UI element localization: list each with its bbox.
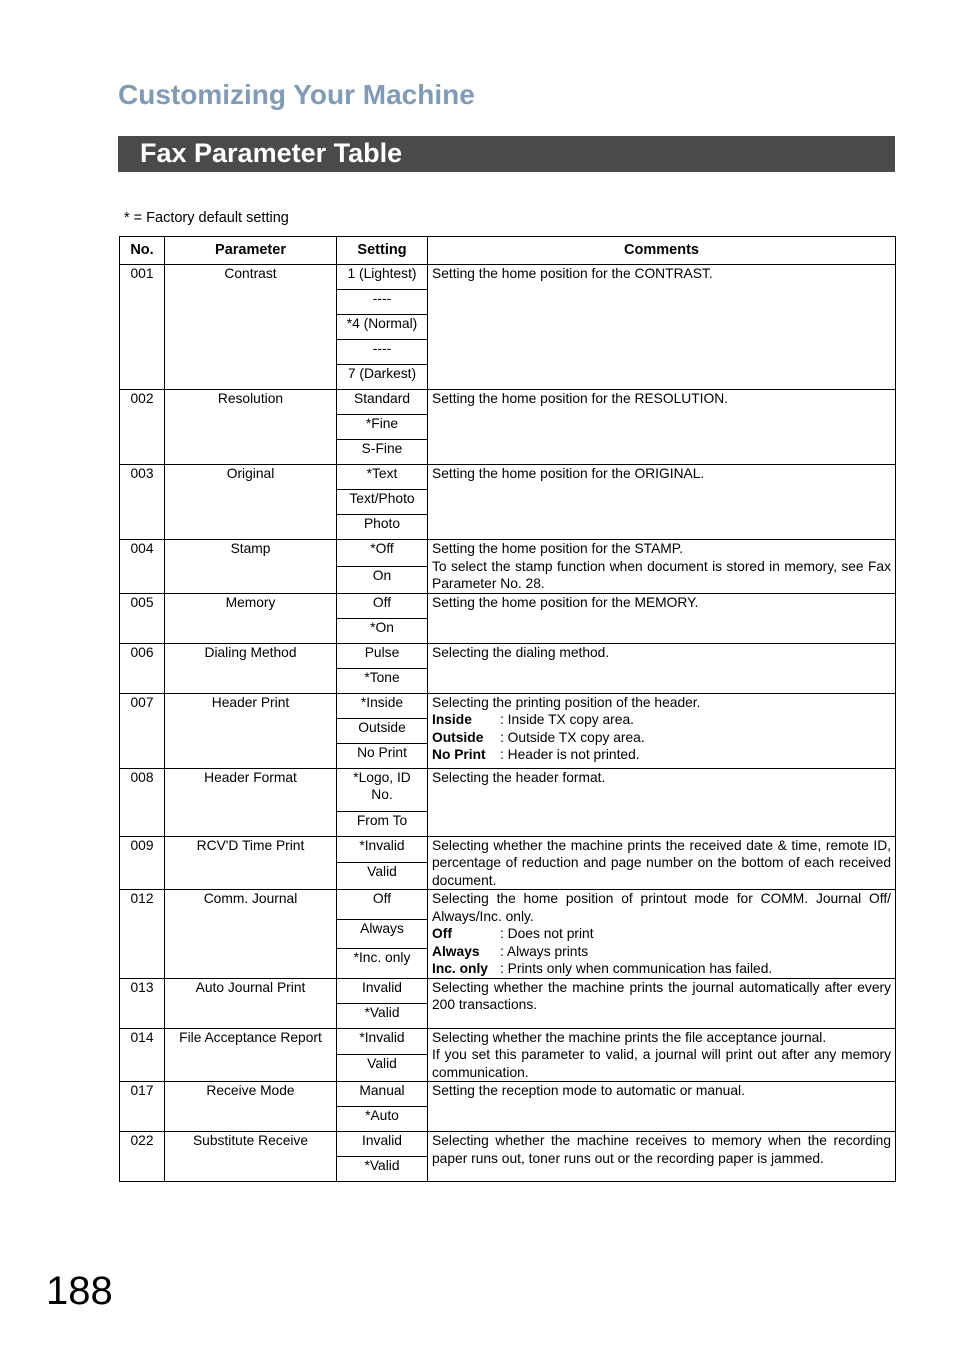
comment-text: Setting the home position for the CONTRAST. (432, 266, 713, 281)
definition-line (432, 943, 891, 961)
comment-cell (428, 643, 896, 693)
comment-text: Selecting the home position of printout mode for COMM. Journal Off/ Always/Inc. only. (432, 891, 891, 924)
parameter-name: Stamp (165, 540, 337, 594)
parameter-number: 007 (120, 693, 165, 768)
table-row (120, 1082, 896, 1107)
setting-value: Off (337, 593, 428, 618)
setting-value: ---- (337, 340, 428, 365)
setting-value: Always (337, 919, 428, 949)
comment-cell (428, 1028, 896, 1082)
table-row (120, 836, 896, 863)
parameter-name: Auto Journal Print (165, 978, 337, 1028)
setting-value: Invalid (337, 978, 428, 1003)
comment-cell (428, 540, 896, 594)
parameter-name: Dialing Method (165, 643, 337, 693)
setting-value: *Inside (337, 693, 428, 718)
setting-value: Pulse (337, 643, 428, 668)
comment-text: Selecting whether the machine prints the received date & time, remote ID, percentage of reduction and page number on the bottom of each received document. (432, 837, 891, 888)
comment-text: Selecting whether the machine receives to memory when the recording paper runs out, toner runs out or the recording paper is jammed. (432, 1133, 891, 1166)
comment-cell (428, 390, 896, 465)
definition-desc: : Header is not printed. (500, 747, 640, 762)
setting-value: *Valid (337, 1003, 428, 1028)
definition-desc: : Does not print (500, 926, 594, 941)
comment-text: Selecting whether the machine prints the journal automatically after every 200 transactions. (432, 979, 891, 1012)
setting-value: *On (337, 618, 428, 643)
definition-line (432, 711, 891, 729)
parameter-number: 009 (120, 836, 165, 890)
table-row (120, 593, 896, 618)
setting-value: From To (337, 811, 428, 836)
definition-desc: : Always prints (500, 943, 589, 959)
table-row (120, 693, 896, 718)
definition-term: Outside (432, 729, 484, 745)
setting-value: On (337, 566, 428, 593)
parameter-number: 012 (120, 890, 165, 979)
comment-cell (428, 836, 896, 890)
comment-text: Selecting the printing position of the header. (432, 694, 701, 710)
parameter-name: Receive Mode (165, 1082, 337, 1132)
parameter-number: 003 (120, 465, 165, 540)
setting-value: *Off (337, 540, 428, 567)
setting-value: *Tone (337, 668, 428, 693)
parameter-name: Comm. Journal (165, 890, 337, 979)
fax-parameter-table (119, 236, 896, 1182)
comment-text: Setting the home position for the RESOLUTION. (432, 391, 729, 406)
comment-text-extra: To select the stamp function when document is stored in memory, see Fax Parameter No. 28. (432, 558, 891, 591)
section-title: Customizing Your Machine (118, 79, 475, 110)
table-row (120, 643, 896, 668)
definition-desc: : Outside TX copy area. (500, 729, 645, 745)
definition-term: Inc. only (432, 961, 488, 976)
definition-term: Inside (432, 712, 472, 727)
setting-value: Photo (337, 515, 428, 540)
definition-line (432, 925, 891, 943)
comment-cell (428, 1132, 896, 1182)
setting-value: 7 (Darkest) (337, 365, 428, 390)
definition-line (432, 729, 891, 747)
setting-value: *Auto (337, 1107, 428, 1132)
parameter-number: 013 (120, 978, 165, 1028)
parameter-name: RCV'D Time Print (165, 836, 337, 890)
parameter-name: Substitute Receive (165, 1132, 337, 1182)
setting-value: Off (337, 890, 428, 920)
table-row (120, 540, 896, 567)
setting-value: *Inc. only (337, 949, 428, 979)
table-body (120, 265, 896, 1182)
comment-cell (428, 1082, 896, 1132)
setting-value: 1 (Lightest) (337, 265, 428, 290)
comment-text: Setting the reception mode to automatic or manual. (432, 1083, 745, 1098)
comment-cell (428, 593, 896, 643)
parameter-number: 002 (120, 390, 165, 465)
parameter-name: File Acceptance Report (165, 1028, 337, 1082)
parameter-name: Contrast (165, 265, 337, 390)
comment-cell (428, 265, 896, 390)
parameter-number: 008 (120, 768, 165, 836)
setting-value: ---- (337, 290, 428, 315)
table-row (120, 1028, 896, 1055)
setting-value: *Valid (337, 1157, 428, 1182)
definition-term: Always (432, 943, 480, 959)
parameter-name: Header Print (165, 693, 337, 768)
setting-value: *Fine (337, 415, 428, 440)
setting-value: Valid (337, 1055, 428, 1082)
comment-cell (428, 693, 896, 768)
definition-desc: : Inside TX copy area. (500, 712, 634, 727)
comment-text: Selecting the header format. (432, 769, 606, 785)
setting-value: Invalid (337, 1132, 428, 1157)
table-row (120, 390, 896, 415)
setting-value: *4 (Normal) (337, 315, 428, 340)
parameter-name: Original (165, 465, 337, 540)
parameter-number: 014 (120, 1028, 165, 1082)
column-header-no: No. (120, 237, 165, 265)
parameter-number: 001 (120, 265, 165, 390)
definition-term: Off (432, 926, 452, 941)
setting-value: Manual (337, 1082, 428, 1107)
comment-text-extra: If you set this parameter to valid, a journal will print out after any memory communication. (432, 1047, 891, 1080)
page-number: 188 (46, 1269, 113, 1313)
table-row (120, 978, 896, 1003)
parameter-number: 017 (120, 1082, 165, 1132)
parameter-number: 006 (120, 643, 165, 693)
comment-text: Selecting whether the machine prints the file acceptance journal. (432, 1029, 827, 1045)
parameter-number: 022 (120, 1132, 165, 1182)
setting-value: *Invalid (337, 1028, 428, 1055)
definition-desc: : Prints only when communication has failed. (500, 961, 773, 976)
comment-cell (428, 890, 896, 979)
setting-value: S-Fine (337, 440, 428, 465)
definition-line (432, 746, 891, 764)
parameter-number: 004 (120, 540, 165, 594)
setting-value: *Text (337, 465, 428, 490)
setting-value: Text/Photo (337, 490, 428, 515)
setting-value: *Logo, ID No. (337, 768, 428, 811)
column-header-setting: Setting (337, 237, 428, 265)
comment-text: Setting the home position for the ORIGINAL. (432, 466, 705, 481)
page-title: Fax Parameter Table (118, 136, 895, 172)
comment-text: Setting the home position for the MEMORY. (432, 594, 699, 610)
table-row (120, 890, 896, 920)
setting-value: Standard (337, 390, 428, 415)
definition-line (432, 960, 891, 978)
comment-cell (428, 465, 896, 540)
setting-value: *Invalid (337, 836, 428, 863)
parameter-name: Resolution (165, 390, 337, 465)
comment-cell (428, 768, 896, 836)
definition-term: No Print (432, 747, 486, 762)
table-row (120, 1132, 896, 1157)
table-header-row (120, 237, 896, 265)
setting-value: Outside (337, 718, 428, 743)
table-row (120, 465, 896, 490)
table-row (120, 768, 896, 811)
parameter-name: Header Format (165, 768, 337, 836)
parameter-name: Memory (165, 593, 337, 643)
setting-value: No Print (337, 743, 428, 768)
setting-value: Valid (337, 863, 428, 890)
column-header-parameter: Parameter (165, 237, 337, 265)
table-row (120, 265, 896, 290)
comment-text: Selecting the dialing method. (432, 644, 610, 660)
comment-cell (428, 978, 896, 1028)
parameter-number: 005 (120, 593, 165, 643)
comment-text: Setting the home position for the STAMP. (432, 541, 684, 556)
factory-default-note: * = Factory default setting (124, 210, 289, 226)
column-header-comments: Comments (428, 237, 896, 265)
